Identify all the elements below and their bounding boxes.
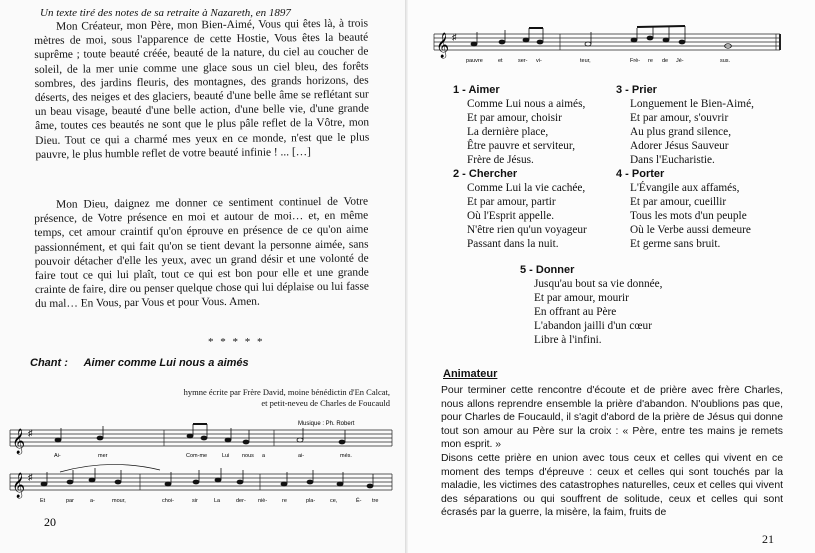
hymn-credit <box>160 387 390 409</box>
slur <box>60 464 160 472</box>
separator-stars: * * * * * <box>208 336 265 348</box>
stanza-line: Passant dans la nuit. <box>467 237 559 250</box>
page-number: 20 <box>44 515 56 529</box>
music-score-left <box>0 412 407 530</box>
lyric: mour, <box>112 498 126 504</box>
stanza-heading: 4 - Porter <box>616 168 665 180</box>
lyric: a <box>262 453 266 459</box>
stanza-line: Adorer Jésus Sauveur <box>630 139 729 152</box>
lyric: sus. <box>720 58 731 64</box>
stanza-line: Et par amour, choisir <box>467 111 562 124</box>
lyric: pla- <box>306 498 316 504</box>
treble-clef-icon: 𝄞 <box>436 33 450 58</box>
stanza-1 <box>453 84 585 167</box>
sharp-icon: ♯ <box>452 32 457 42</box>
stanza-4 <box>616 168 751 251</box>
stanza-line: Libre à l'infini. <box>534 333 602 346</box>
stanza-line: Frère de Jésus. <box>467 153 534 166</box>
stanza-line: Et germe sans bruit. <box>630 237 721 250</box>
left-page <box>0 0 407 553</box>
lyric: Ê- <box>356 498 362 504</box>
stanza-line: L'abandon jailli d'un cœur <box>534 319 652 332</box>
hymn-credit-line-1: hymne écrite par Frère David, moine bénédictin d'En Calcat, <box>183 387 390 397</box>
hymn-credit-line-2: et petit-neveu de Charles de Foucauld <box>261 398 390 408</box>
chant-label: Chant : <box>30 357 68 369</box>
stanza-line: La dernière place, <box>467 125 549 138</box>
intro-line: Un texte tiré des notes de sa retraite à Nazareth, en 1897 <box>40 7 291 19</box>
lyric: ser- <box>518 58 528 64</box>
lyric: Et <box>40 498 46 504</box>
notes-staff-3 <box>471 26 731 48</box>
sharp-icon: ♯ <box>28 428 33 438</box>
stanza-2 <box>453 168 587 251</box>
stanza-heading: 2 - Chercher <box>453 168 518 180</box>
lyrics-line-3 <box>466 58 731 64</box>
lyrics-line-2 <box>40 496 378 504</box>
lyric: re <box>282 498 287 504</box>
lyric: vi- <box>536 58 542 64</box>
stanza-line: Comme Lui nous a aimés, <box>467 97 586 110</box>
stanza-line: N'être rien qu'un voyageur <box>467 223 587 236</box>
lyric: ai- <box>298 453 305 459</box>
stanza-line: En offrant au Père <box>534 305 617 318</box>
stanza-line: Et par amour, cueillir <box>630 195 727 208</box>
treble-clef-icon: 𝄞 <box>12 473 26 498</box>
lyric: mer <box>98 453 108 459</box>
stanza-line: Où le Verbe aussi demeure <box>630 223 751 236</box>
lyric: a- <box>90 498 95 504</box>
lyric: Ai- <box>54 453 61 459</box>
lyric: sir <box>192 498 198 504</box>
stanza-line: L'Évangile aux affamés, <box>630 181 740 194</box>
stanza-line: Tous les mots d'un peuple <box>630 209 747 222</box>
lyric: niè- <box>258 498 268 504</box>
lyric: de <box>662 58 669 64</box>
chant-heading <box>30 357 249 369</box>
stanza-line: Comme Lui la vie cachée, <box>467 181 586 194</box>
lyric: La <box>214 498 221 504</box>
stanza-line: Où l'Esprit appelle. <box>467 209 555 222</box>
lyric: re <box>648 58 653 64</box>
stanza-line: Longuement le Bien-Aimé, <box>630 97 754 110</box>
stanza-line: Jusqu'au bout sa vie donnée, <box>534 277 663 290</box>
stanza-heading: 3 - Prier <box>616 84 657 96</box>
stanza-line: Au plus grand silence, <box>630 125 732 138</box>
animateur-paragraph-2: Disons cette prière en union avec tous ceux et celles qui vivent en ce moment des temps d'épreuve : ceux et celles qui sont touchés par la maladie, les victimes des catastrophes naturelles, ceux et celles qui vivent des séparations ou qui souffrent de solitude, ceux et celles qui sont écrasés par la guerre, la misère, la faim, fruits de <box>441 453 783 519</box>
lyric: Com-me <box>186 453 208 459</box>
stanza-line: Être pauvre et serviteur, <box>467 139 576 152</box>
music-credit: Musique : Ph. Robert <box>298 421 355 427</box>
lyric: Lui <box>222 453 230 459</box>
sharp-icon: ♯ <box>28 472 33 482</box>
lyric: Frè- <box>630 58 641 64</box>
lyric: et <box>498 58 503 64</box>
prayer-paragraph-1-text: Mon Créateur, mon Père, mon Bien-Aimé, Vous qui êtes là, à trois mètres de moi, sous l'apparence de cette Hostie, Vous êtes la beauté suprême ; toute beauté créée, beauté de la nature, du ciel au coucher de soleil, de la mer unie comme une glace sous un ciel bleu, des forêts sombres, des jardins fleuris, des montagnes, des grands horizons, des déserts, des neiges et des glaciers, beauté d'une belle âme se reflétant sur un beau visage, beauté d'une belle action, d'une belle vie, d'une grande âme, toutes ces beautés ne sont que le plus pâle reflet de la Vôtre, mon Dieu. Tout ce qui a charmé mes yeux en ce monde, n'est que le plus pauvre, le plus humble reflet de votre beauté infinie ! ... […] <box>34 17 370 161</box>
lyric: nous <box>242 453 254 459</box>
lyric: choi- <box>162 498 174 504</box>
stanza-line: Dans l'Eucharistie. <box>630 153 715 166</box>
stanza-line: Et par amour, partir <box>467 195 556 208</box>
prayer-paragraph-1 <box>34 17 369 163</box>
lyric: par <box>66 498 74 504</box>
page-number: 21 <box>762 532 774 546</box>
stanza-3 <box>616 84 754 167</box>
lyrics-line-1 <box>54 453 352 459</box>
lyric: ce, <box>330 498 338 504</box>
lyric: tre <box>372 498 379 504</box>
stanza-heading: 1 - Aimer <box>453 84 500 96</box>
staff-3 <box>434 34 780 50</box>
treble-clef-icon: 𝄞 <box>12 429 26 454</box>
stanza-5 <box>520 264 662 347</box>
stanza-line: Et par amour, s'ouvrir <box>630 111 729 124</box>
animateur-paragraph-1: Pour terminer cette rencontre d'écoute et de prière avec frère Charles, nous allons reprendre ensemble la prière d'abandon. N'oublions pas que, pour Charles de Foucauld, il s'agit d'abord de la prière de Jésus qui donne tout son amour au Père sur la croix : « Père, entre tes mains je remets mon esprit. » <box>441 385 783 451</box>
music-score-right <box>408 22 815 70</box>
lyric: der- <box>236 498 246 504</box>
prayer-paragraph-2-text: Mon Dieu, daignez me donner ce sentiment continuel de Votre présence, de Votre présence en moi et autour de moi… et, en même temps, cet amour craintif qu'on éprouve en présence de ce qu'on aime passionnément, et qui fait qu'on se tient devant la personne aimée, sans pouvoir détacher d'elle les yeux, avec un grand désir et une volonté de faire tout ce qui lui plaît, tout ce qui est bon pour elle et une grande crainte de faire, dire ou penser quelque chose qui lui déplaise ou lui fasse du mal… En Vous, par Vous et pour Vous. Amen. <box>34 195 370 311</box>
lyric: pauvre <box>466 58 483 64</box>
chant-title: Aimer comme Lui nous a aimés <box>83 357 249 369</box>
lyric: teur, <box>580 58 591 64</box>
stanza-heading: 5 - Donner <box>520 264 575 276</box>
stanza-line: Et par amour, mourir <box>534 291 629 304</box>
prayer-paragraph-2 <box>34 195 369 312</box>
lyric: més. <box>340 453 352 459</box>
animateur-heading: Animateur <box>443 368 498 380</box>
lyric: Jé- <box>676 58 684 64</box>
